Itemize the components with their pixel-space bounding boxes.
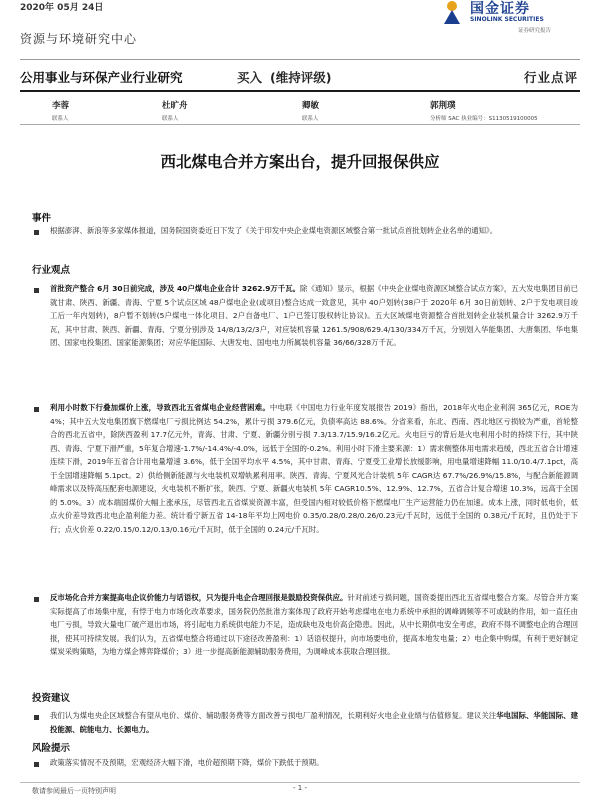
report-type: 行业点评 bbox=[523, 70, 578, 85]
risk-paragraph: 政策落实情况不及预期，宏观经济大幅下滑，电价超预期下降，煤价下跌低于预期。 bbox=[50, 758, 324, 767]
logo-subtitle: 证券研究报告 bbox=[518, 28, 552, 34]
analyst-role: 分析师 SAC 执业编号：S1130519100005 bbox=[430, 116, 538, 122]
footer-disclaimer: 敬请参阅最后一页特别声明 bbox=[32, 787, 116, 795]
analyst-name: 郭荆璞 bbox=[430, 101, 456, 111]
logo-name-cn: 国金证券 bbox=[470, 1, 530, 17]
event-paragraph: 根据澎湃、新浪等多家媒体报道，国务院国资委近日下发了《关于印发中央企业煤电资源区域整合第一批试点首批划转企业名单的通知》。 bbox=[50, 226, 498, 235]
rating-value: (维持评级) bbox=[270, 70, 332, 85]
view-paragraph-1-lead: 首批资产整合 6月 30日前完成，涉及 40户煤电企业合计 3262.9万千瓦。 bbox=[50, 284, 301, 293]
header-divider bbox=[20, 59, 580, 60]
analyst-role: 联系人 bbox=[302, 116, 319, 122]
rating-label: 买入 bbox=[237, 70, 263, 85]
advice-stocks: 华电国际、华能国际、建投能源、皖能电力、长源电力。 bbox=[50, 711, 578, 734]
header-thick-divider bbox=[20, 90, 580, 92]
view-paragraph-3-body: 针对前述亏损问题，国资委提出西北五省煤电整合方案。尽管合并方案实际提高了市场集中度，有悖于电力市场化改革要求，国务院仍然批准方案体现了政府开始考虑煤电在电力系统中承担的调峰调频等不可或缺的作用，如一直任由电厂亏损，导致大量电厂破产退出市场，将引起电力系统供电能力不足，造成缺电及电价高企隐患。因此，从中长期供电安全考虑，政府不得不调整电企的合理回报，使其可持续发展。我们认为，五省煤电整合将通过以下途径改善盈利：1）话语权提升，向市场要电价，提高本地发电量；2）电企集中购煤，有利于更好制定煤炭采购策略，为地方煤企博弈降煤价；3）进一步提高新能源辅助服务费用，为调峰成本获取合理回报。 bbox=[50, 593, 578, 656]
analyst-role: 联系人 bbox=[162, 116, 179, 122]
analyst-name: 李蓉 bbox=[52, 101, 70, 111]
analyst-name: 卿敏 bbox=[302, 101, 320, 111]
report-title: 西北煤电合并方案出台，提升回报保供应 bbox=[160, 152, 440, 171]
view-paragraph-2-body: 中电联《中国电力行业年度发展报告 2019》指出，2018年火电企业利润 365亿元，ROE为 4%；其中五大发电集团旗下燃煤电厂亏损比例达 54.2%，累计亏损 379.6亿元，负债率高达 88.6%。分省来看，东北、西南、西北地区亏损较为严重，首轮整合的西北五省中，除陕西盈利 17.7亿元外，青海、甘肃、宁夏、新疆分别亏损 7.3/13.7/15.9/16.2亿元。火电巨亏的背后是火电利用小时的持续下行，其中陕西、青海、宁夏下滑严重，5年复合增速-1.7%/-14.4%/-4.0%，远低于全国的-0.2%。利用小时下滑主要来源：1）需求侧整体用电需求趋缓，西北五省合计增速连续下滑，2019年五省合计用电量增速 3.6%，低于全国平均水平 4.5%，其中甘肃、青海、宁夏受工业增长放缓影响，用电量增速降幅 11.0/10.4/7.1pct，高于全国增速降幅 5.1pct。2）供给侧新能源与火电装机双增轨累利用率。陕西、青海、宁夏风光合计装机 5年 CAGR达 67.7%/26.9%/15.8%，与配合新能源调峰需求以及特高压配套电源建设，火电装机不断扩张，陕西、宁夏、新疆火电装机 5年 CAGR10.5%、12.9%、12.7%，五省合计复合增速 10.3%，远高于全国的 5.0%。3）成本端国煤价大幅上涨承压，尽管西北五省煤炭资源丰富，但受国内相对较低价格下燃煤电厂生产运营能力仍在加速。成本上涨，同时低电价，低点火价差导致西北电企盈利能力差。统计看宁新五省 14-18年平均上网电价 0.35/0.28/0.28/0.26/0.23元/千瓦时，远低于全国的 0.38元/千瓦时，且仍处于下行；点火价差 0.22/0.15/0.12/0.13/0.16元/千瓦时，低于全国的 0.24元/千瓦时。 bbox=[50, 403, 578, 534]
advice-paragraph bbox=[50, 709, 578, 736]
page-number: - 1 - bbox=[293, 784, 307, 792]
industry-title: 公用事业与环保产业行业研究 bbox=[20, 70, 183, 85]
section-heading-view: 行业观点 bbox=[32, 265, 71, 276]
bullet-marker bbox=[34, 762, 39, 767]
view-paragraph-1-body: 除《通知》显示，根据《中央企业煤电资源区域整合试点方案》，五大发电集团目前已就甘肃、陕西、新疆、青海、宁夏 5个试点区域 48户煤电企业(或项目)整合达成一致意见，其中 40户划转(38户于 2020年 6月 30日前划转、2户于发电项目竣工后一年内划转)，8户暂不划转(5户煤电一体化项目、2户自备电厂、1户已签订股权转让协议)。五大区域煤电资源整合首批划转企业装机量合计 3262.9万千瓦，其中甘肃、陕西、新疆、青海、宁夏分别涉及 14/8/13/2/3户，对应装机容量 1261.5/908/629.4/130/334万千瓦，分别划入华能集团、大唐集团、华电集团、国家电投集团、国家能源集团；对应华能国际、大唐发电、国电电力所属装机容量 36/66/328万千瓦。 bbox=[50, 284, 578, 347]
section-heading-risk: 风险提示 bbox=[32, 743, 71, 754]
bullet-marker bbox=[34, 407, 39, 412]
view-paragraph-1 bbox=[50, 282, 578, 350]
analyst-role: 联系人 bbox=[52, 116, 69, 122]
advice-body: 我们认为煤电央企区域整合有望从电价、煤价、辅助服务费等方面改善亏损电厂盈利情况，长期利好火电企业业绩与估值修复。建议关注 bbox=[50, 711, 497, 720]
view-paragraph-3 bbox=[50, 591, 578, 659]
section-heading-event: 事件 bbox=[32, 213, 52, 224]
bullet-marker bbox=[34, 288, 39, 293]
company-logo bbox=[442, 0, 582, 42]
bullet-marker bbox=[34, 230, 39, 235]
logo-name-en: SINOLINK SECURITIES bbox=[470, 16, 544, 23]
footer-divider bbox=[20, 782, 580, 783]
logo-mark-icon bbox=[442, 0, 462, 24]
view-paragraph-2 bbox=[50, 401, 578, 536]
analyst-name: 杜旷舟 bbox=[162, 101, 188, 111]
bullet-marker bbox=[34, 597, 39, 602]
report-date: 2020年 05月 24日 bbox=[20, 3, 104, 13]
research-center-name: 资源与环境研究中心 bbox=[20, 32, 138, 46]
bullet-marker bbox=[34, 715, 39, 720]
view-paragraph-3-lead: 反市场化合并方案提高电企议价能力与话语权，只为提升电企合理回报是鼓励投资保供应。 bbox=[50, 593, 348, 602]
view-paragraph-2-lead: 利用小时数下行叠加煤价上涨，导致西北五省煤电企业经营困难。 bbox=[50, 403, 270, 412]
section-heading-advice: 投资建议 bbox=[32, 693, 71, 704]
analyst-divider bbox=[20, 124, 580, 125]
